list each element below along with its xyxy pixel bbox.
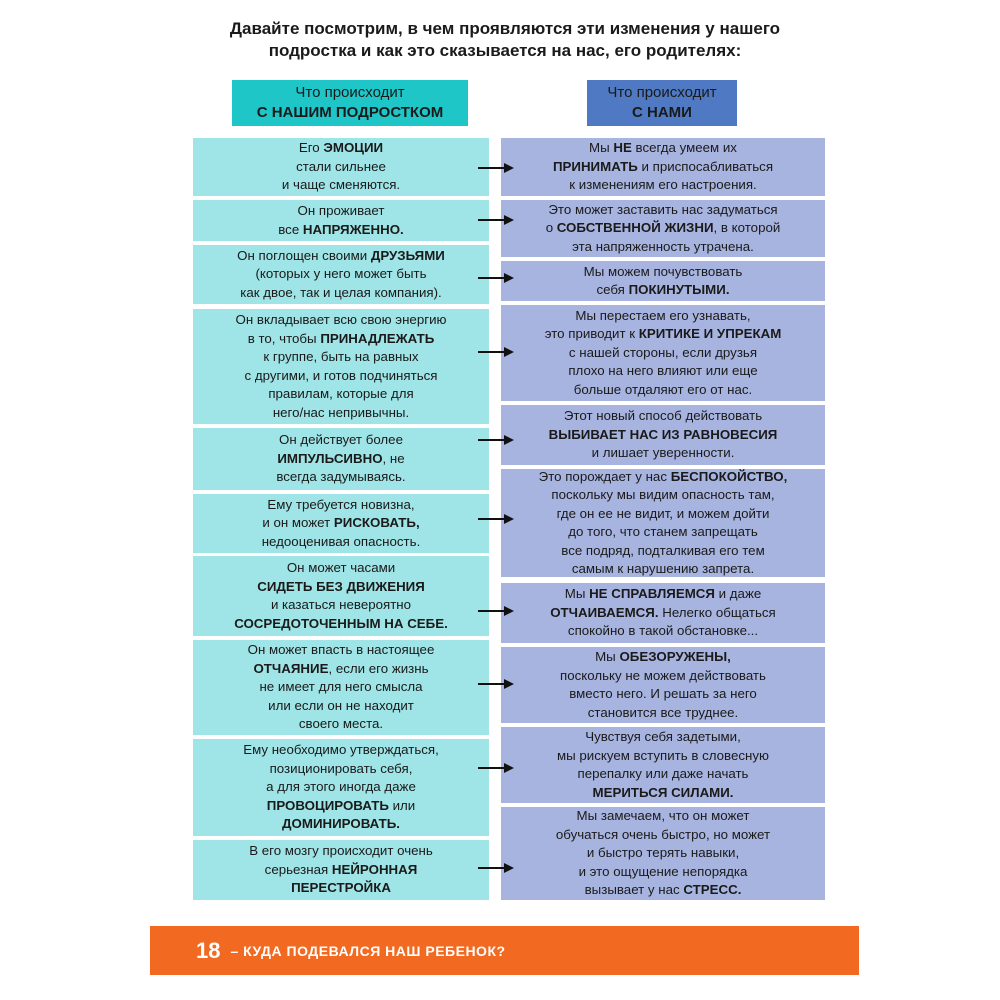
text-segment: спокойно в такой обстановке...: [567, 623, 759, 639]
text-segment: плохо на него влияют или еще: [568, 363, 758, 379]
right-box-6-line: [568, 523, 758, 542]
right-box-9-line: [593, 784, 734, 803]
text-segment: него/нас непривычны.: [272, 404, 410, 420]
text-segment: с другими, и готов подчиняться: [244, 367, 438, 383]
right-box-5-line: [564, 407, 762, 426]
right-box-4-line: [545, 325, 782, 344]
left-box-4-line: [273, 404, 409, 423]
text-segment: с нашей стороны, если друзья: [568, 344, 758, 360]
text-segment: эта напряженность утрачена.: [572, 238, 754, 254]
right-box-6-line: [561, 542, 764, 561]
text-segment: ОБЕЗОРУЖЕНЫ,: [619, 649, 731, 664]
right-box-7-line: [565, 585, 762, 604]
text-segment: о: [545, 220, 557, 236]
text-segment: до того, что станем запрещать: [568, 524, 758, 539]
text-segment: к группе, быть на равных: [263, 349, 419, 364]
left-box-9-line: [243, 741, 439, 760]
left-box-1-line: [282, 176, 400, 195]
text-segment: Нелегко общаться: [658, 604, 776, 620]
text-segment: СОБСТВЕННОЙ ЖИЗНИ: [556, 220, 714, 236]
right-box-10-line: [577, 807, 750, 826]
right-column-header: [587, 80, 737, 126]
text-segment: Он может часами: [286, 560, 396, 575]
left-box-5-line: [276, 468, 405, 487]
left-box-7-line: [287, 559, 395, 578]
left-box-10-line: [249, 842, 433, 861]
text-segment: и приспосабливаться: [637, 158, 774, 174]
left-box-1-line: [296, 158, 386, 177]
left-box-4-line: [248, 330, 435, 349]
right-box-6: [501, 469, 825, 577]
text-segment: ДОМИНИРОВАТЬ.: [282, 816, 400, 832]
left-box-8-line: [268, 697, 414, 716]
text-segment: , не: [382, 450, 405, 466]
text-segment: всегда задумываясь.: [276, 469, 406, 485]
right-box-10: [501, 807, 825, 900]
left-box-6-line: [262, 514, 419, 533]
text-segment: Ему необходимо утверждаться,: [243, 742, 439, 758]
text-segment: самым к нарушению запрета.: [571, 561, 755, 576]
text-segment: Он может впасть в настоящее: [247, 642, 435, 658]
intro-line-2: подростка и как это сказывается на нас, его родителях:: [268, 41, 742, 60]
right-header-line-2: С НАМИ: [632, 104, 692, 121]
left-box-7-line: [257, 578, 425, 597]
arrow-right-icon: [478, 347, 514, 357]
text-segment: где он ее не видит, и можем дойти: [556, 505, 770, 521]
text-segment: больше отдаляют его от нас.: [573, 381, 753, 397]
text-segment: Мы: [595, 649, 620, 664]
text-segment: себя: [596, 282, 629, 297]
text-segment: Мы: [564, 586, 590, 602]
arrow-right-icon: [478, 163, 514, 173]
text-segment: в то, чтобы: [247, 330, 321, 346]
arrow-right-icon: [478, 215, 514, 225]
right-box-2-line: [546, 219, 781, 238]
text-segment: Он проживает: [297, 203, 385, 218]
text-segment: СТРЕСС.: [683, 882, 742, 898]
text-segment: вызывает у нас: [584, 882, 684, 898]
right-box-10-line: [585, 881, 742, 900]
left-box-9-line: [267, 797, 415, 816]
left-box-1: [193, 138, 489, 196]
text-segment: все подряд, подталкивая его тем: [561, 542, 765, 558]
right-box-5-line: [549, 426, 778, 445]
right-header-line-1: Что происходит: [607, 84, 717, 101]
text-segment: своего места.: [298, 716, 384, 732]
text-segment: СОСРЕДОТОЧЕННЫМ НА СЕБЕ.: [234, 615, 448, 631]
left-box-7: [193, 556, 489, 636]
left-box-3-line: [240, 284, 442, 303]
text-segment: все: [278, 221, 303, 237]
page-number: 18: [196, 937, 221, 963]
right-box-6-line: [557, 505, 770, 524]
right-box-6-line: [572, 560, 754, 579]
right-box-3: [501, 261, 825, 301]
text-segment: Он действует более: [279, 432, 403, 448]
text-segment: и казаться невероятно: [270, 597, 412, 612]
text-segment: МЕРИТЬСЯ СИЛАМИ.: [592, 784, 734, 800]
text-segment: обучаться очень быстро, но может: [555, 826, 771, 842]
right-box-4-line: [569, 344, 757, 363]
text-segment: и даже: [714, 586, 762, 602]
text-segment: Его: [298, 140, 324, 156]
text-segment: серьезная: [264, 861, 332, 877]
text-segment: НЕ: [613, 140, 632, 156]
right-box-10-line: [556, 826, 770, 845]
right-box-6-line: [551, 486, 774, 505]
left-box-4-line: [263, 348, 418, 367]
text-segment: поскольку мы видим опасность там,: [551, 487, 775, 502]
left-box-5: [193, 428, 489, 490]
text-segment: поскольку не можем действовать: [560, 667, 766, 683]
left-header-line-2: С НАШИМ ПОДРОСТКОМ: [256, 104, 444, 121]
left-box-3-line: [255, 265, 426, 284]
left-column-header: [232, 80, 468, 126]
right-box-7: [501, 583, 825, 643]
text-segment: ДРУЗЬЯМИ: [370, 247, 445, 263]
right-box-5: [501, 405, 825, 465]
left-box-5-line: [277, 450, 404, 469]
text-segment: НЕЙРОННАЯ: [331, 861, 418, 877]
right-box-8-line: [560, 667, 766, 686]
right-box-3-line: [596, 281, 729, 300]
book-title: – КУДА ПОДЕВАЛСЯ НАШ РЕБЕНОК?: [230, 942, 506, 959]
left-box-3: [193, 245, 489, 304]
left-box-2-line: [278, 221, 403, 240]
text-segment: Мы: [589, 140, 614, 156]
right-box-10-line: [587, 844, 739, 863]
text-segment: ВЫБИВАЕТ НАС ИЗ РАВНОВЕСИЯ: [548, 426, 778, 442]
text-segment: а для этого иногда даже: [266, 779, 416, 795]
left-box-4-line: [245, 367, 438, 386]
left-box-4-line: [236, 311, 447, 330]
right-box-10-line: [579, 863, 748, 882]
arrow-right-icon: [478, 679, 514, 689]
text-segment: ПРИНАДЛЕЖАТЬ: [320, 330, 435, 346]
left-box-4-line: [268, 385, 413, 404]
intro-text: [180, 18, 830, 62]
text-segment: Это порождает у нас: [538, 468, 671, 484]
arrow-right-icon: [478, 273, 514, 283]
text-segment: ИМПУЛЬСИВНО: [277, 450, 383, 466]
left-box-6-line: [267, 496, 414, 515]
text-segment: Чувствуя себя задетыми,: [585, 729, 741, 744]
left-box-8-line: [248, 641, 435, 660]
left-box-8-line: [259, 678, 422, 697]
text-segment: КРИТИКЕ И УПРЕКАМ: [638, 326, 782, 342]
text-segment: СИДЕТЬ БЕЗ ДВИЖЕНИЯ: [257, 578, 425, 594]
right-box-9-line: [585, 728, 741, 747]
text-segment: или если он не находит: [268, 697, 414, 713]
left-box-6-line: [262, 533, 421, 552]
left-box-8: [193, 640, 489, 735]
right-box-4: [501, 305, 825, 401]
left-box-9-line: [266, 778, 416, 797]
text-segment: ПЕРЕСТРОЙКА: [291, 880, 391, 896]
text-segment: Этот новый способ действовать: [563, 408, 763, 424]
right-box-1-line: [589, 139, 737, 158]
text-segment: НАПРЯЖЕННО.: [302, 221, 404, 237]
right-box-9-line: [578, 765, 749, 784]
right-box-2: [501, 200, 825, 257]
text-segment: и лишает уверенности.: [591, 445, 735, 461]
text-segment: ПОКИНУТЫМИ.: [628, 282, 730, 297]
left-box-2-line: [298, 202, 385, 221]
text-segment: ЭМОЦИИ: [323, 140, 384, 156]
arrow-right-icon: [478, 435, 514, 445]
left-box-4: [193, 309, 489, 424]
left-box-8-line: [253, 660, 428, 679]
text-segment: перепалку или даже начать: [577, 766, 749, 781]
left-box-7-line: [271, 596, 411, 615]
text-segment: НЕ СПРАВЛЯЕМСЯ: [589, 586, 715, 602]
right-box-3-line: [584, 263, 743, 282]
left-box-9: [193, 739, 489, 836]
text-segment: БЕСПОКОЙСТВО,: [670, 468, 788, 484]
text-segment: всегда умеем их: [631, 140, 737, 156]
right-box-7-line: [550, 604, 776, 623]
arrow-right-icon: [478, 606, 514, 616]
text-segment: Он поглощен своими: [237, 247, 371, 263]
text-segment: и он может: [262, 515, 334, 531]
intro-line-1: Давайте посмотрим, в чем проявляются эти изменения у нашего: [229, 19, 781, 38]
text-segment: не имеет для него смысла: [259, 679, 423, 695]
page-footer: [150, 926, 859, 975]
text-segment: и чаще сменяются.: [281, 177, 401, 193]
text-segment: или: [388, 797, 416, 813]
right-box-1-line: [569, 176, 757, 195]
left-box-9-line: [282, 815, 400, 834]
right-box-9-line: [557, 747, 769, 766]
text-segment: позиционировать себя,: [269, 760, 413, 776]
left-box-10-line: [291, 879, 391, 898]
text-segment: Ему требуется новизна,: [267, 496, 415, 512]
right-box-9: [501, 727, 825, 803]
left-box-9-line: [270, 760, 413, 779]
left-box-6: [193, 494, 489, 553]
text-segment: РИСКОВАТЬ,: [333, 515, 420, 531]
left-box-1-line: [299, 139, 383, 158]
text-segment: становится все труднее.: [587, 704, 739, 720]
text-segment: , в которой: [713, 220, 781, 236]
right-box-1: [501, 138, 825, 196]
text-segment: Мы замечаем, что он может: [576, 808, 750, 824]
right-box-4-line: [574, 381, 753, 400]
text-segment: к изменениям его настроения.: [569, 177, 757, 193]
text-segment: правилам, которые для: [268, 386, 414, 401]
text-segment: стали сильнее: [296, 158, 386, 174]
text-segment: Мы можем почувствовать: [583, 263, 743, 279]
right-box-2-line: [548, 201, 777, 220]
text-segment: мы рискуем вступить в словесную: [557, 747, 769, 763]
left-box-8-line: [299, 715, 383, 734]
text-segment: вместо него. И решать за него: [569, 686, 757, 701]
left-box-10: [193, 840, 489, 900]
arrow-right-icon: [478, 863, 514, 873]
right-box-4-line: [568, 362, 757, 381]
left-header-line-1: Что происходит: [295, 84, 405, 101]
text-segment: и быстро терять навыки,: [586, 845, 740, 861]
right-box-7-line: [568, 622, 758, 641]
text-segment: В его мозгу происходит очень: [249, 843, 433, 859]
left-box-10-line: [265, 861, 418, 880]
right-box-4-line: [575, 307, 750, 326]
right-box-2-line: [572, 238, 754, 257]
arrow-right-icon: [478, 514, 514, 524]
text-segment: как двое, так и целая компания).: [240, 284, 442, 300]
text-segment: , если его жизнь: [328, 660, 429, 676]
left-box-2: [193, 200, 489, 241]
right-box-6-line: [539, 468, 788, 487]
right-box-8-line: [588, 704, 738, 723]
right-box-1-line: [553, 158, 773, 177]
text-segment: и это ощущение непорядка: [578, 863, 748, 879]
left-box-3-line: [237, 247, 445, 266]
text-segment: ОТЧАЯНИЕ: [253, 660, 329, 676]
arrow-right-icon: [478, 763, 514, 773]
right-box-5-line: [592, 444, 735, 463]
text-segment: ПРОВОЦИРОВАТЬ: [266, 797, 389, 813]
right-box-8-line: [595, 648, 731, 667]
text-segment: Он вкладывает всю свою энергию: [235, 312, 447, 327]
left-box-7-line: [234, 615, 448, 634]
text-segment: Это может заставить нас задуматься: [548, 201, 778, 217]
left-box-5-line: [279, 431, 403, 450]
text-segment: недооценивая опасность.: [261, 533, 421, 549]
text-segment: ПРИНИМАТЬ: [552, 158, 638, 174]
text-segment: Мы перестаем его узнавать,: [575, 307, 751, 323]
text-segment: (которых у него может быть: [255, 266, 427, 282]
right-box-8: [501, 647, 825, 723]
text-segment: это приводит к: [544, 326, 639, 342]
text-segment: ОТЧАИВАЕМСЯ.: [550, 604, 659, 620]
right-box-8-line: [569, 685, 757, 704]
